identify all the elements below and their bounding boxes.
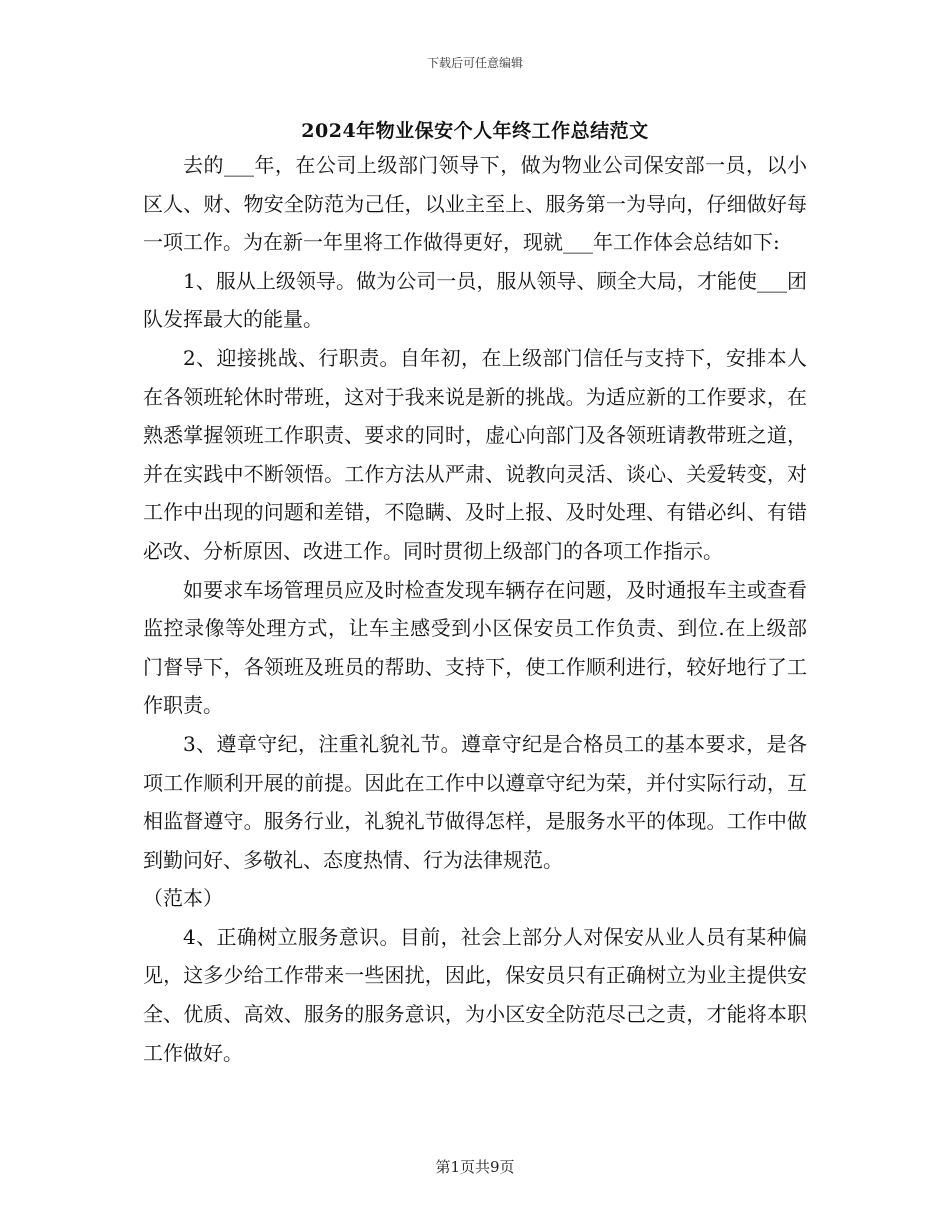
- paragraph-intro: 去的___年，在公司上级部门领导下，做为物业公司保安部一员，以小区人、财、物安全防范为己任，以业主至上、服务第一为导向，仔细做好每一项工作。为在新一年里将工作做得更好，现就___年工作体会总结如下:: [143, 153, 807, 255]
- paragraph-item-3: 3、遵章守纪，注重礼貌礼节。遵章守纪是合格员工的基本要求，是各项工作顺利开展的前提。因此在工作中以遵章守纪为荣，并付实际行动，互相监督遵守。服务行业，礼貌礼节做得怎样，是服务水平的体现。工作中做到勤问好、多敬礼、态度热情、行为法律规范。: [143, 731, 807, 872]
- paragraph-item-2: 2、迎接挑战、行职责。自年初，在上级部门信任与支持下，安排本人在各领班轮休时带班，这对于我来说是新的挑战。为适应新的工作要求，在熟悉掌握领班工作职责、要求的同时，虚心向部门及各领班请教带班之道，并在实践中不断领悟。工作方法从严肃、说教向灵活、谈心、关爱转变，对工作中出现的问题和差错，不隐瞒、及时上报、及时处理、有错必纠、有错必改、分析原因、改进工作。同时贯彻上级部门的各项工作指示。: [143, 345, 807, 563]
- paragraph-item-1: 1、服从上级领导。做为公司一员，服从领导、顾全大局，才能使___团队发挥最大的能量。: [143, 268, 807, 332]
- paragraph-item-2-continued: 如要求车场管理员应及时检查发现车辆存在问题，及时通报车主或查看监控录像等处理方式，让车主感受到小区保安员工作负责、到位.在上级部门督导下，各领班及班员的帮助、支持下，使工作顺利进行，较好地行了工作职责。: [143, 577, 807, 718]
- paragraph-item-4: 4、正确树立服务意识。目前，社会上部分人对保安从业人员有某种偏见，这多少给工作带来一些困扰，因此，保安员只有正确树立为业主提供安全、优质、高效、服务的服务意识，为小区安全防范尽己之责，才能将本职工作做好。: [143, 924, 807, 1065]
- document-title: 2024年物业保安个人年终工作总结范文: [301, 120, 649, 142]
- document-body: [143, 146, 807, 1072]
- paragraph-sample-note: （范本）: [143, 886, 223, 911]
- page-footer: 第1页共9页: [435, 1158, 515, 1176]
- header-note: 下载后可任意编辑: [426, 56, 523, 70]
